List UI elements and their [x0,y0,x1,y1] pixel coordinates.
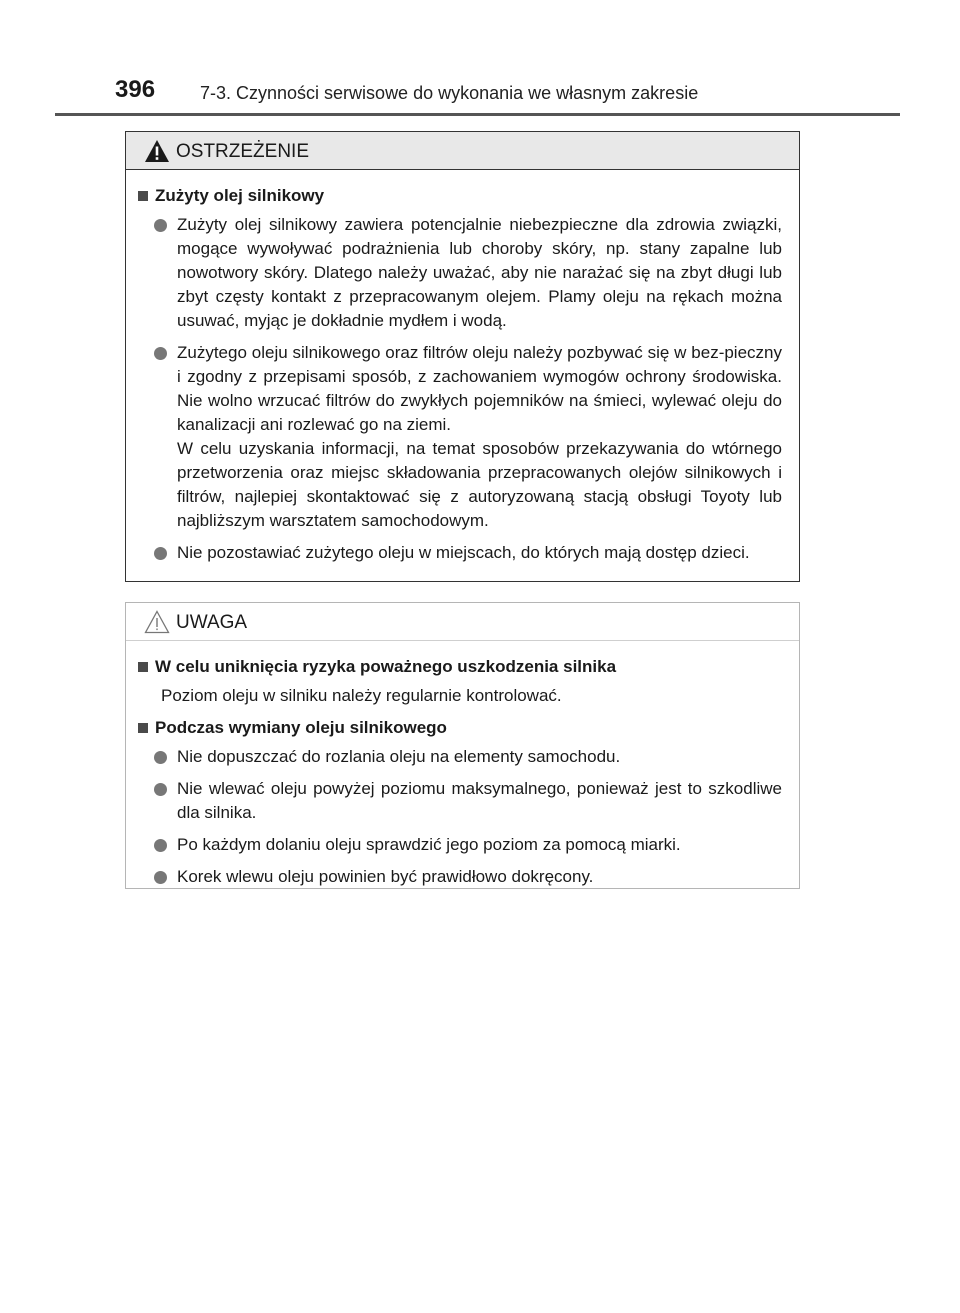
list-item [136,341,782,533]
round-bullet-icon [154,347,167,360]
warning-title: OSTRZEŻENIE [176,141,310,162]
list-item-text: Korek wlewu oleju powinien być prawidłowo dokręcony. [177,867,594,886]
section-text: Poziom oleju w silniku należy regularnie kontrolować. [161,686,562,705]
list-item-text [177,341,782,533]
list-item [136,213,782,333]
list-item-text: Zużyty olej silnikowy zawiera potencjalnie niebezpieczne dla zdrowia związki, mogące wywoływać podrażnienia lub choroby skóry, np. stany zapalne lub nowotwory skóry. Dlatego należy uważać, aby nie narażać się na zbyt długi lub zbyt częsty kontakt z przepracowanym olejem. Plamy oleju na rękach można usuwać, myjąc je dokładnie mydłem i wodą. [177,215,782,330]
section-heading-text: W celu uniknięcia ryzyka poważnego uszkodzenia silnika [155,657,617,676]
round-bullet-icon [154,751,167,764]
list-item [136,865,782,889]
chapter-title: 7-3. Czynności serwisowe do wykonania we własnym zakresie [200,83,699,103]
section-heading [136,184,782,208]
notice-box-header [126,603,799,641]
list-item [136,777,782,825]
caution-triangle-icon [144,610,170,634]
warning-box [125,131,800,582]
list-item-text: Nie pozostawiać zużytego oleju w miejscach, do których mają dostęp dzieci. [177,543,750,562]
page-number: 396 [115,76,156,103]
warning-box-header [126,132,799,170]
list-item-continuation: W celu uzyskania informacji, na temat sposobów przekazywania do wtórnego przetworzenia oraz miejsc składowania przepracowanych olejów silnikowych i filtrów, najlepiej skontaktować się z autoryzowaną stacją obsługi Toyoty lub najbliższym warsztatem samochodowym. [177,439,782,530]
round-bullet-icon [154,839,167,852]
list-item [136,541,782,565]
list-item [136,833,782,857]
list-item-text: Po każdym dolaniu oleju sprawdzić jego poziom za pomocą miarki. [177,835,681,854]
notice-box [125,602,800,889]
square-bullet-icon [138,191,148,201]
section-heading [136,655,782,679]
round-bullet-icon [154,547,167,560]
notice-title: UWAGA [176,612,248,633]
section-heading [136,716,782,740]
section-heading-text: Zużyty olej silnikowy [155,186,325,205]
square-bullet-icon [138,662,148,672]
round-bullet-icon [154,783,167,796]
warning-body [126,170,799,565]
section-heading-text: Podczas wymiany oleju silnikowego [155,718,447,737]
notice-body [126,641,799,889]
page-header [55,70,900,116]
list-item-text: Nie dopuszczać do rozlania oleju na elementy samochodu. [177,747,621,766]
round-bullet-icon [154,871,167,884]
square-bullet-icon [138,723,148,733]
list-item-text-part: Zużytego oleju silnikowego oraz filtrów oleju należy pozbywać się w bez-pieczny i zgodny z przepisami sposób, z zachowaniem wymogów ochrony środowiska. Nie wolno wrzucać filtrów do zwykłych pojemników na śmieci, wylewać oleju do kanalizacji ani rozlewać go na ziemi. [177,343,782,434]
list-item [136,745,782,769]
warning-triangle-icon [144,139,170,163]
list-item-text: Nie wlewać oleju powyżej poziomu maksymalnego, ponieważ jest to szkodliwe dla silnika. [177,779,782,822]
round-bullet-icon [154,219,167,232]
